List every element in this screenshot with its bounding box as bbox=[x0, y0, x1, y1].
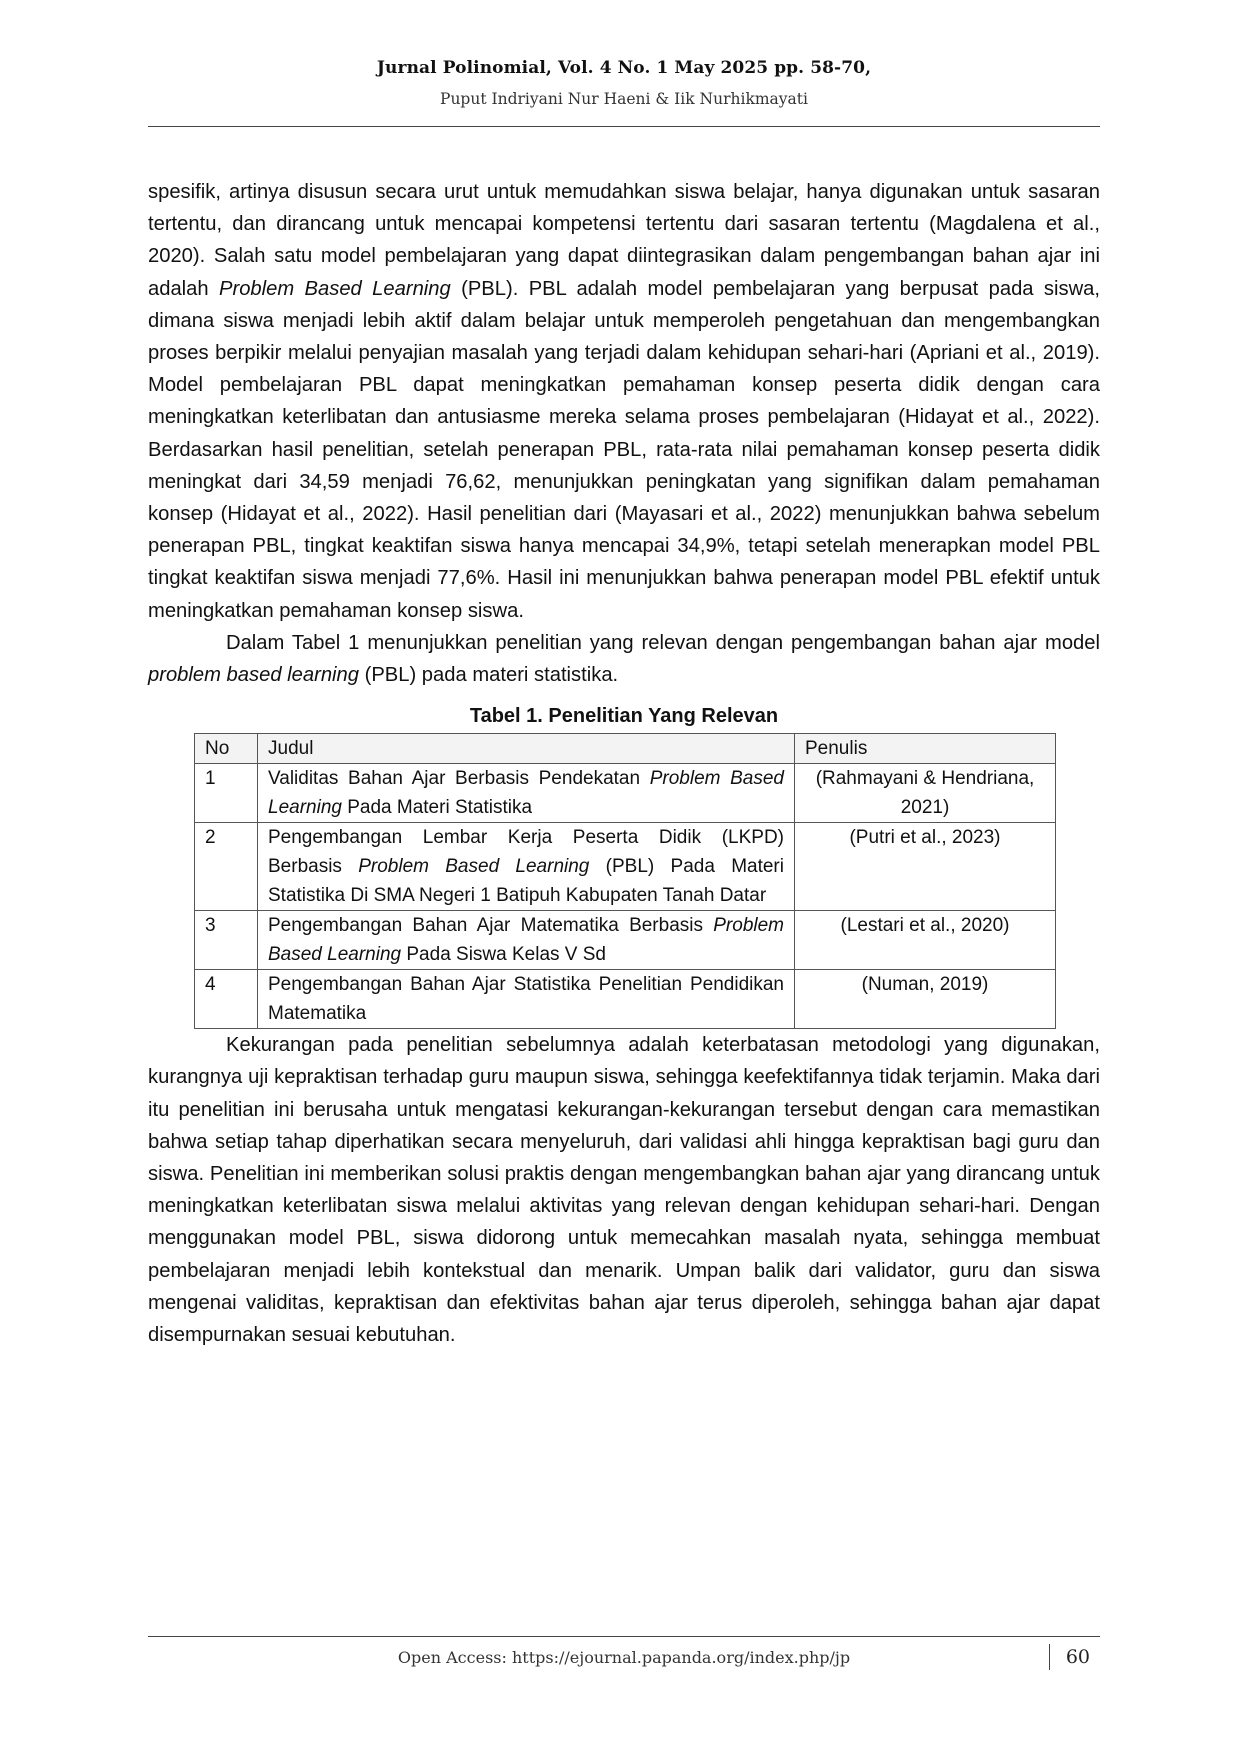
row-no: 3 bbox=[195, 911, 258, 970]
row-penulis: (Lestari et al., 2020) bbox=[795, 911, 1056, 970]
header-no: No bbox=[195, 734, 258, 764]
row-no: 2 bbox=[195, 823, 258, 911]
row-judul: Pengembangan Bahan Ajar Matematika Berbasis Problem Based Learning Pada Siswa Kelas V Sd bbox=[258, 911, 795, 970]
row-penulis: (Putri et al., 2023) bbox=[795, 823, 1056, 911]
paragraph-1: spesifik, artinya disusun secara urut untuk memudahkan siswa belajar, hanya digunakan untuk sasaran tertentu, dan dirancang untuk mencapai kompetensi tertentu dari sasaran tertentu (Magdalena et al., 2020). Salah satu model pembelajaran yang dapat diintegrasikan dalam pengembangan bahan ajar ini adalah Problem Based Learning (PBL). PBL adalah model pembelajaran yang berpusat pada siswa, dimana siswa menjadi lebih aktif dalam belajar untuk memperoleh pengetahuan dan mengembangkan proses berpikir melalui penyajian masalah yang terjadi dalam kehidupan sehari-hari (Apriani et al., 2019). Model pembelajaran PBL dapat meningkatkan pemahaman konsep peserta didik dengan cara meningkatkan keterlibatan dan antusiasme mereka selama proses pembelajaran (Hidayat et al., 2022). Berdasarkan hasil penelitian, setelah penerapan PBL, rata-rata nilai pemahaman konsep peserta didik meningkat dari 34,59 menjadi 76,62, menunjukkan peningkatan yang signifikan dalam pemahaman konsep (Hidayat et al., 2022). Hasil penelitian dari (Mayasari et al., 2022) menunjukkan bahwa sebelum penerapan PBL, tingkat keaktifan siswa hanya mencapai 34,9%, tetapi setelah menerapkan model PBL tingkat keaktifan siswa menjadi 77,6%. Hasil ini menunjukkan bahwa penerapan model PBL efektif untuk meningkatkan pemahaman konsep siswa. bbox=[148, 181, 1100, 622]
header-penulis: Penulis bbox=[795, 734, 1056, 764]
row-judul: Validitas Bahan Ajar Berbasis Pendekatan Problem Based Learning Pada Materi Statistika bbox=[258, 764, 795, 823]
row-penulis: (Rahmayani & Hendriana, 2021) bbox=[795, 764, 1056, 823]
paragraph-2: Dalam Tabel 1 menunjukkan penelitian yang relevan dengan pengembangan bahan ajar model problem based learning (PBL) pada materi statistika. bbox=[148, 631, 1100, 687]
table-caption: Tabel 1. Penelitian Yang Relevan bbox=[469, 705, 779, 728]
table-header-row bbox=[195, 734, 1056, 764]
page-number-separator bbox=[1049, 1644, 1050, 1670]
row-no: 1 bbox=[195, 764, 258, 823]
row-no: 4 bbox=[195, 970, 258, 1029]
open-access-link[interactable]: Open Access: https://ejournal.papanda.org/index.php/jp bbox=[397, 1648, 851, 1667]
table-row bbox=[195, 823, 1056, 911]
author-line: Puput Indriyani Nur Haeni & Iik Nurhikmayati bbox=[440, 90, 808, 108]
article-body bbox=[148, 176, 1100, 1351]
header-judul: Judul bbox=[258, 734, 795, 764]
table-row bbox=[195, 911, 1056, 970]
journal-title: Jurnal Polinomial, Vol. 4 No. 1 May 2025 pp. 58-70, bbox=[376, 58, 872, 78]
relevant-research-table bbox=[194, 733, 1056, 1029]
table-row bbox=[195, 764, 1056, 823]
paragraph-3: Kekurangan pada penelitian sebelumnya adalah keterbatasan metodologi yang digunakan, kurangnya uji kepraktisan terhadap guru maupun siswa, sehingga keefektifannya tidak terjamin. Maka dari itu penelitian ini berusaha untuk mengatasi kekurangan-kekurangan tersebut dengan cara memastikan bahwa setiap tahap diperhatikan secara menyeluruh, dari validasi ahli hingga kepraktisan bagi guru dan siswa. Penelitian ini memberikan solusi praktis dengan mengembangkan bahan ajar yang dirancang untuk meningkatkan keterlibatan siswa melalui aktivitas yang relevan dengan kehidupan sehari-hari. Dengan menggunakan model PBL, siswa didorong untuk memecahkan masalah nyata, sehingga membuat pembelajaran menjadi lebih kontekstual dan menarik. Umpan balik dari validator, guru dan siswa mengenai validitas, kepraktisan dan efektivitas bahan ajar terus diperoleh, sehingga bahan ajar dapat disempurnakan sesuai kebutuhan. bbox=[148, 1034, 1100, 1347]
page-header bbox=[148, 58, 1100, 108]
header-divider bbox=[148, 126, 1100, 127]
footer-divider bbox=[148, 1636, 1100, 1637]
page-number: 60 bbox=[1065, 1646, 1090, 1668]
row-judul: Pengembangan Bahan Ajar Statistika Penelitian Pendidikan Matematika bbox=[258, 970, 795, 1029]
row-penulis: (Numan, 2019) bbox=[795, 970, 1056, 1029]
table-row bbox=[195, 970, 1056, 1029]
row-judul: Pengembangan Lembar Kerja Peserta Didik (LKPD) Berbasis Problem Based Learning (PBL) Pada Materi Statistika Di SMA Negeri 1 Batipuh Kabupaten Tanah Datar bbox=[258, 823, 795, 911]
